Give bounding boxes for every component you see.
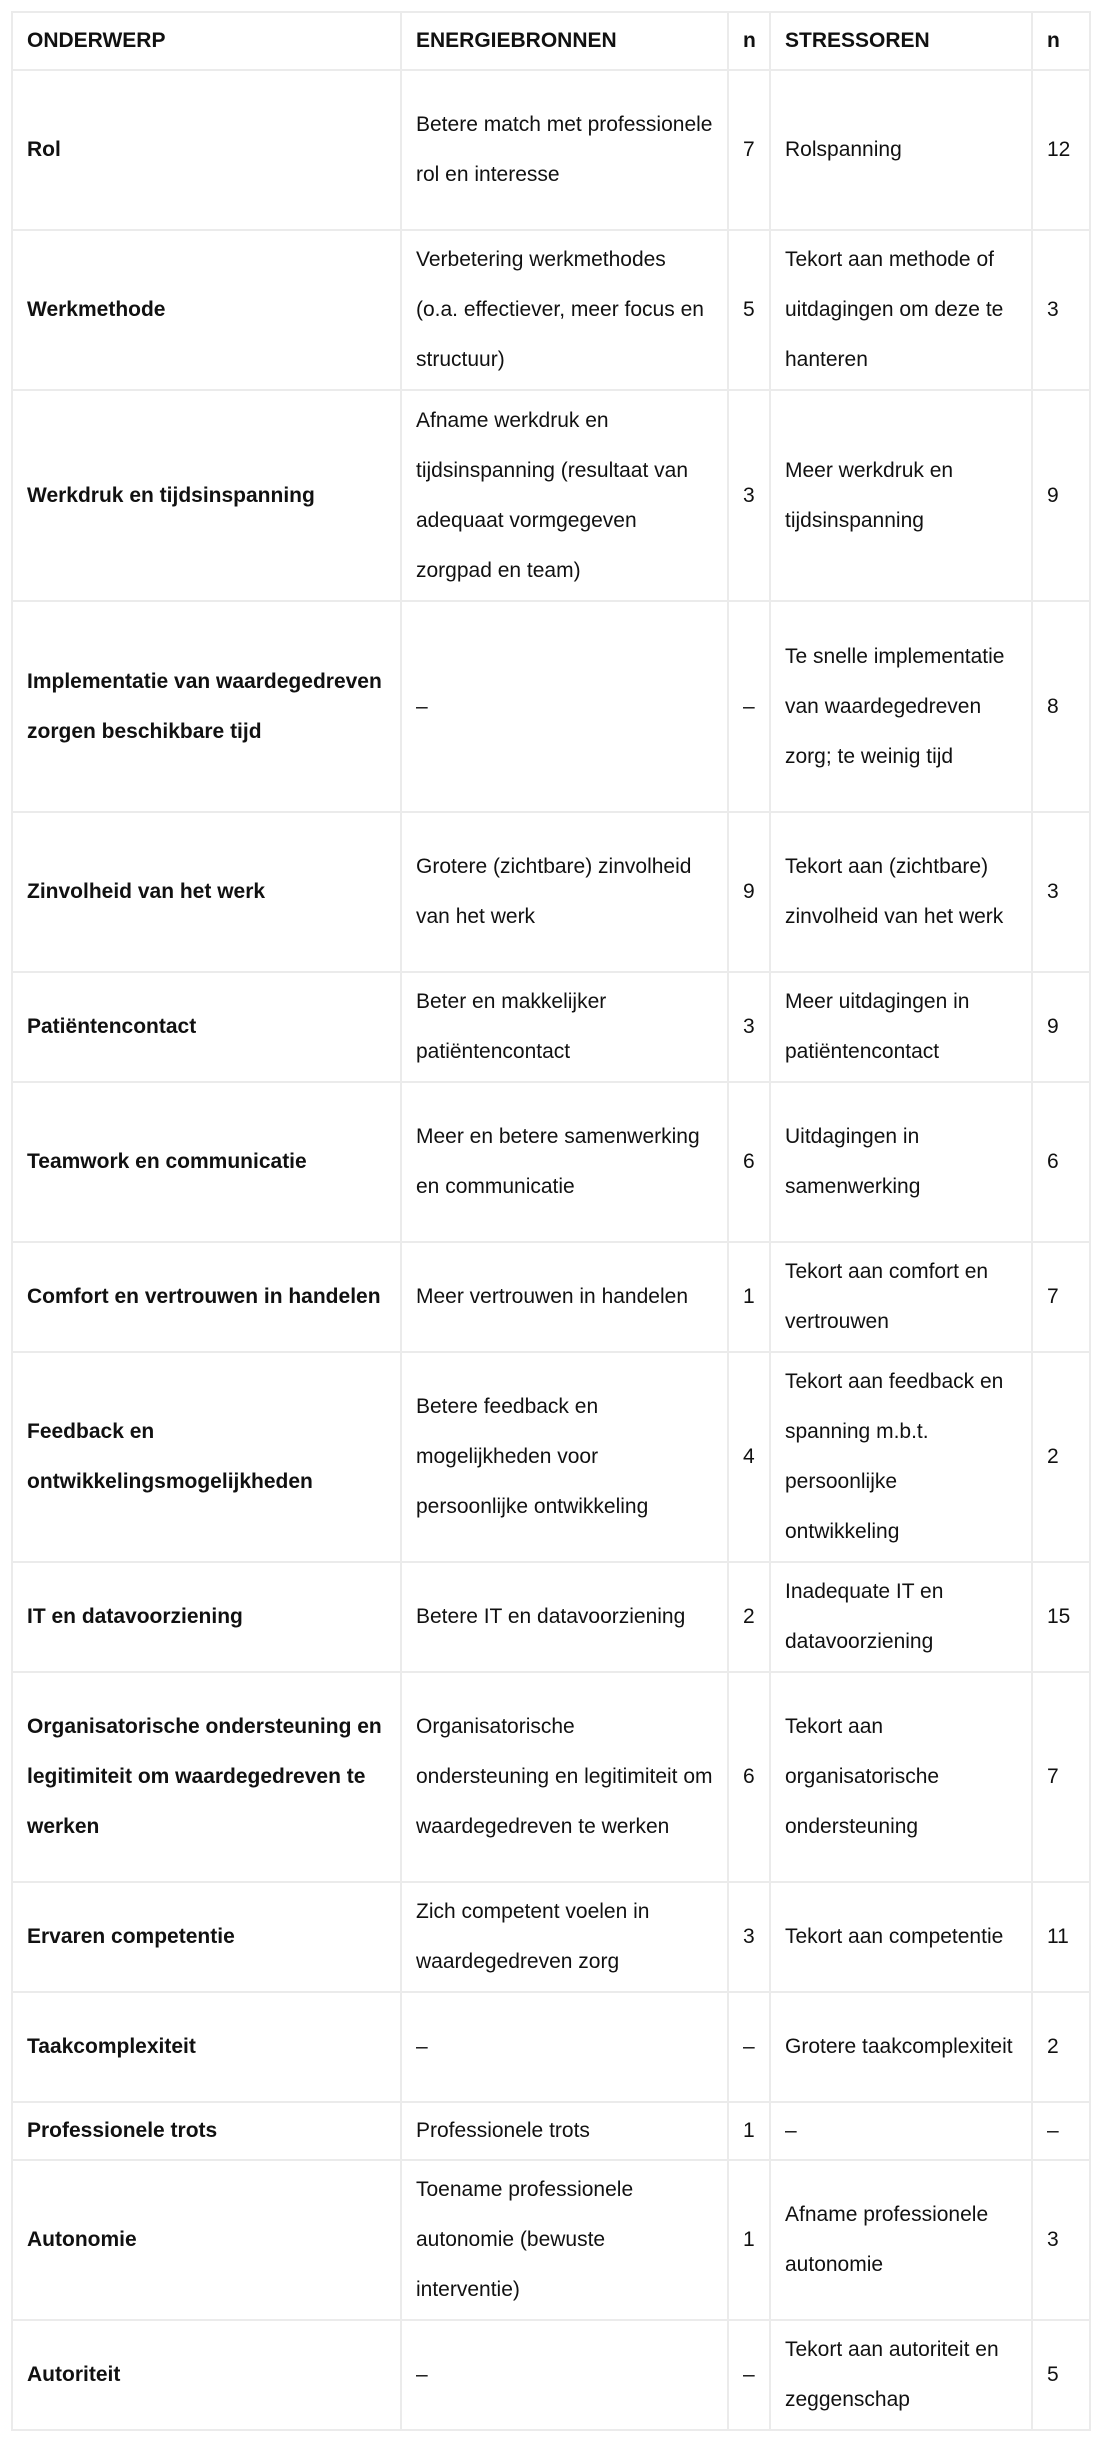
row-stressor-count: 3 — [1032, 230, 1090, 390]
row-subject: Professionele trots — [12, 2102, 401, 2160]
header-energy-sources: ENERGIEBRONNEN — [401, 12, 728, 70]
header-energy-n: n — [728, 12, 770, 70]
row-energy-count: 6 — [728, 1672, 770, 1882]
header-subject: ONDERWERP — [12, 12, 401, 70]
row-stressor-count: 9 — [1032, 390, 1090, 601]
row-stressor-count: 5 — [1032, 2320, 1090, 2430]
table-row — [12, 1352, 1090, 1562]
energy-stressors-table — [11, 11, 1091, 2431]
row-energy-count: 1 — [728, 1242, 770, 1352]
row-energy-count: 5 — [728, 230, 770, 390]
header-stressors: STRESSOREN — [770, 12, 1032, 70]
row-stressor: Meer werkdruk en tijdsinspanning — [770, 390, 1032, 601]
row-stressor-count: 9 — [1032, 972, 1090, 1082]
row-energy-source: Toename professionele autonomie (bewuste interventie) — [401, 2160, 728, 2320]
row-stressor-count: 11 — [1032, 1882, 1090, 1992]
row-subject: Ervaren competentie — [12, 1882, 401, 1992]
row-stressor-count: – — [1032, 2102, 1090, 2160]
row-stressor-count: 15 — [1032, 1562, 1090, 1672]
row-energy-count: 3 — [728, 1882, 770, 1992]
row-subject: Autonomie — [12, 2160, 401, 2320]
row-stressor-count: 7 — [1032, 1672, 1090, 1882]
header-stressor-n: n — [1032, 12, 1090, 70]
row-stressor: Tekort aan methode of uitdagingen om deze te hanteren — [770, 230, 1032, 390]
row-subject: Werkmethode — [12, 230, 401, 390]
row-energy-source: Zich competent voelen in waardegedreven zorg — [401, 1882, 728, 1992]
table-row — [12, 2160, 1090, 2320]
table-row — [12, 972, 1090, 1082]
row-energy-count: 9 — [728, 812, 770, 972]
row-energy-source: – — [401, 601, 728, 812]
row-energy-source: Beter en makkelijker patiëntencontact — [401, 972, 728, 1082]
row-stressor: Te snelle implementatie van waardegedreven zorg; te weinig tijd — [770, 601, 1032, 812]
row-stressor-count: 6 — [1032, 1082, 1090, 1242]
row-energy-source: Meer en betere samenwerking en communicatie — [401, 1082, 728, 1242]
row-energy-count: 1 — [728, 2160, 770, 2320]
table-header-row — [12, 12, 1090, 70]
row-energy-source: Betere match met professionele rol en interesse — [401, 70, 728, 230]
row-stressor-count: 2 — [1032, 1352, 1090, 1562]
row-energy-source: – — [401, 2320, 728, 2430]
table-row — [12, 70, 1090, 230]
row-energy-count: 4 — [728, 1352, 770, 1562]
row-energy-count: – — [728, 601, 770, 812]
table-row — [12, 1672, 1090, 1882]
row-energy-source: Afname werkdruk en tijdsinspanning (resultaat van adequaat vormgegeven zorgpad en team) — [401, 390, 728, 601]
table-row — [12, 1992, 1090, 2102]
row-subject: Werkdruk en tijdsinspanning — [12, 390, 401, 601]
table-row — [12, 1882, 1090, 1992]
row-subject: IT en datavoorziening — [12, 1562, 401, 1672]
row-stressor: – — [770, 2102, 1032, 2160]
row-energy-source: Organisatorische ondersteuning en legitimiteit om waardegedreven te werken — [401, 1672, 728, 1882]
row-stressor-count: 7 — [1032, 1242, 1090, 1352]
row-stressor: Rolspanning — [770, 70, 1032, 230]
row-energy-count: 7 — [728, 70, 770, 230]
row-energy-count: – — [728, 1992, 770, 2102]
row-energy-count: 3 — [728, 972, 770, 1082]
row-stressor: Tekort aan competentie — [770, 1882, 1032, 1992]
table-row — [12, 2102, 1090, 2160]
row-stressor: Inadequate IT en datavoorziening — [770, 1562, 1032, 1672]
row-subject: Patiëntencontact — [12, 972, 401, 1082]
row-stressor: Uitdagingen in samenwerking — [770, 1082, 1032, 1242]
row-stressor-count: 12 — [1032, 70, 1090, 230]
row-stressor: Afname professionele autonomie — [770, 2160, 1032, 2320]
row-stressor-count: 2 — [1032, 1992, 1090, 2102]
table-row — [12, 601, 1090, 812]
row-stressor: Tekort aan comfort en vertrouwen — [770, 1242, 1032, 1352]
row-subject: Organisatorische ondersteuning en legitimiteit om waardegedreven te werken — [12, 1672, 401, 1882]
table-row — [12, 1562, 1090, 1672]
row-subject: Comfort en vertrouwen in handelen — [12, 1242, 401, 1352]
row-energy-count: 3 — [728, 390, 770, 601]
row-energy-source: Verbetering werkmethodes (o.a. effectiever, meer focus en structuur) — [401, 230, 728, 390]
row-energy-count: 1 — [728, 2102, 770, 2160]
row-energy-count: 2 — [728, 1562, 770, 1672]
row-stressor: Tekort aan (zichtbare) zinvolheid van het werk — [770, 812, 1032, 972]
row-energy-count: 6 — [728, 1082, 770, 1242]
row-stressor: Meer uitdagingen in patiëntencontact — [770, 972, 1032, 1082]
row-subject: Rol — [12, 70, 401, 230]
table-row — [12, 2320, 1090, 2430]
row-energy-source: Betere IT en datavoorziening — [401, 1562, 728, 1672]
row-subject: Implementatie van waardegedreven zorgen beschikbare tijd — [12, 601, 401, 812]
row-stressor-count: 3 — [1032, 2160, 1090, 2320]
row-stressor: Grotere taakcomplexiteit — [770, 1992, 1032, 2102]
row-energy-source: Grotere (zichtbare) zinvolheid van het werk — [401, 812, 728, 972]
row-subject: Feedback en ontwikkelingsmogelijkheden — [12, 1352, 401, 1562]
row-stressor-count: 8 — [1032, 601, 1090, 812]
row-subject: Teamwork en communicatie — [12, 1082, 401, 1242]
row-subject: Autoriteit — [12, 2320, 401, 2430]
row-energy-count: – — [728, 2320, 770, 2430]
table-row — [12, 230, 1090, 390]
table-row — [12, 812, 1090, 972]
row-stressor: Tekort aan autoriteit en zeggenschap — [770, 2320, 1032, 2430]
row-subject: Taakcomplexiteit — [12, 1992, 401, 2102]
row-stressor: Tekort aan feedback en spanning m.b.t. persoonlijke ontwikkeling — [770, 1352, 1032, 1562]
row-energy-source: Betere feedback en mogelijkheden voor persoonlijke ontwikkeling — [401, 1352, 728, 1562]
table-row — [12, 1242, 1090, 1352]
row-energy-source: Meer vertrouwen in handelen — [401, 1242, 728, 1352]
table-row — [12, 390, 1090, 601]
table-row — [12, 1082, 1090, 1242]
row-energy-source: Professionele trots — [401, 2102, 728, 2160]
row-subject: Zinvolheid van het werk — [12, 812, 401, 972]
row-energy-source: – — [401, 1992, 728, 2102]
row-stressor: Tekort aan organisatorische ondersteuning — [770, 1672, 1032, 1882]
row-stressor-count: 3 — [1032, 812, 1090, 972]
